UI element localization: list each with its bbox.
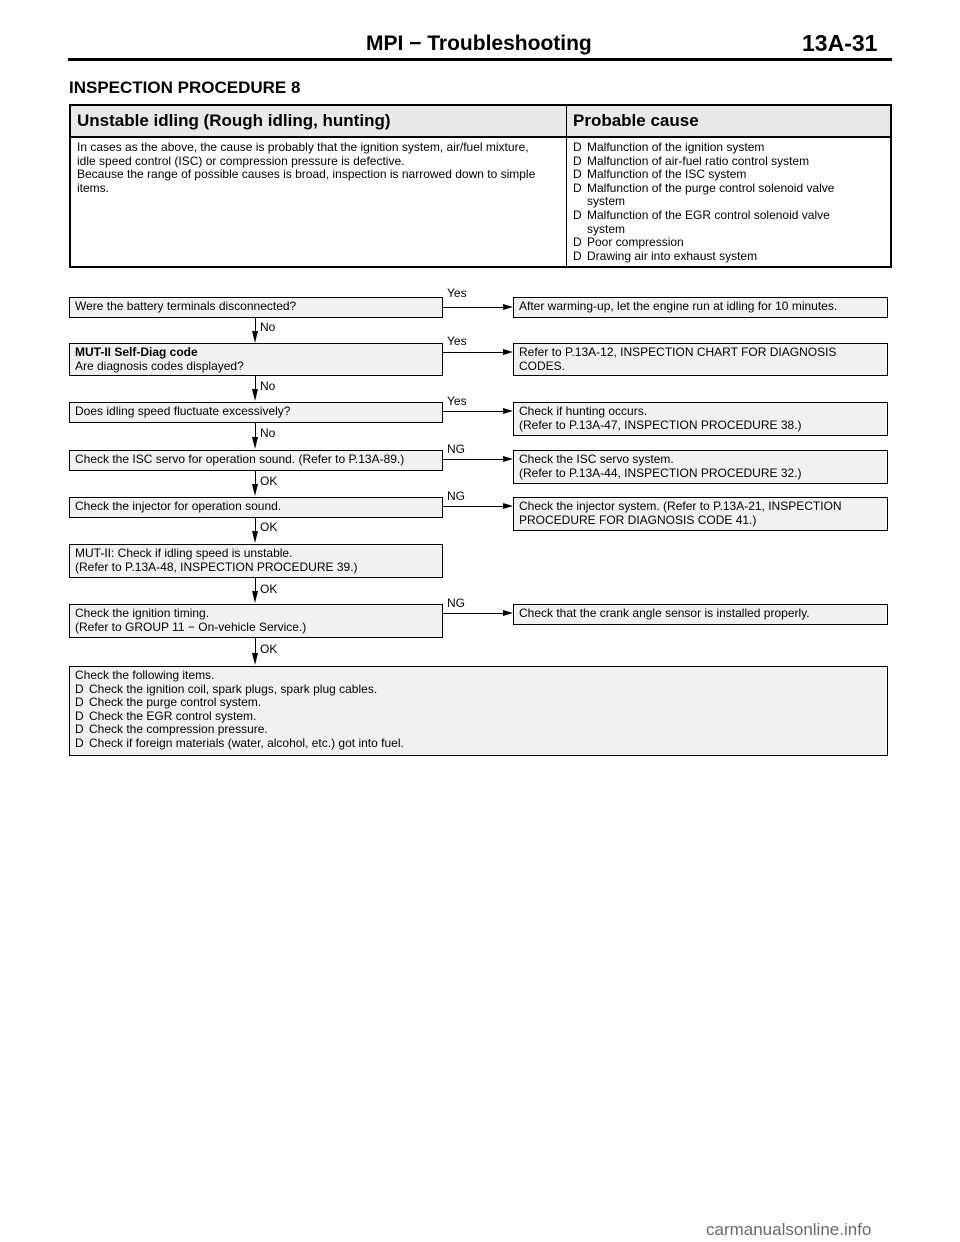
arrow-right-icon — [503, 408, 513, 414]
connector-yes-2 — [443, 352, 505, 353]
cause-item: D Malfunction of the purge control solenoid valve system — [573, 180, 835, 209]
cause-item: D Drawing air into exhaust system — [573, 248, 758, 263]
description-line: idle speed control (ISC) or compression pressure is defective. — [77, 153, 405, 168]
branch-label-yes: Yes — [447, 286, 467, 300]
final-item: D Check if foreign materials (water, alcohol, etc.) got into fuel. — [75, 735, 404, 750]
branch-label-no: No — [260, 426, 276, 440]
action-warm-up-idle: After warming-up, let the engine run at idling for 10 minutes. — [513, 297, 888, 318]
step-idle-fluctuate-question: Does idling speed fluctuate excessively? — [69, 402, 443, 423]
connector-ng-2 — [443, 506, 505, 507]
branch-label-yes: Yes — [447, 334, 467, 348]
cause-item: D Poor compression — [573, 235, 684, 250]
action-injector-system: Check the injector system. (Refer to P.13A-21, INSPECTION PROCEDURE FOR DIAGNOSIS CODE 41.) — [513, 497, 888, 531]
final-item: D Check the compression pressure. — [75, 722, 268, 737]
action-isc-servo-system: Check the ISC servo system. (Refer to P.13A-44, INSPECTION PROCEDURE 32.) — [513, 450, 888, 484]
step-mut-idle-check: MUT-II: Check if idling speed is unstable. (Refer to P.13A-48, INSPECTION PROCEDURE 39.) — [69, 544, 443, 578]
arrow-right-icon — [503, 304, 513, 310]
arrow-right-icon — [503, 503, 513, 509]
step-final-checks — [69, 666, 888, 756]
final-item: D Check the purge control system. — [75, 695, 262, 710]
arrow-down-icon — [252, 331, 258, 343]
connector-yes-1 — [443, 307, 505, 308]
arrow-down-icon — [252, 484, 258, 496]
branch-label-yes: Yes — [447, 394, 467, 408]
cause-item: D Malfunction of the ISC system — [573, 167, 747, 182]
connector-yes-3 — [443, 411, 505, 412]
branch-label-ok: OK — [260, 520, 278, 534]
page-number: 13A-31 — [802, 30, 878, 56]
cause-item: D Malfunction of air-fuel ratio control system — [573, 153, 810, 168]
branch-label-no: No — [260, 379, 276, 393]
step-isc-servo-check: Check the ISC servo for operation sound. (Refer to P.13A-89.) — [69, 450, 443, 471]
final-item: D Check the ignition coil, spark plugs, spark plug cables. — [75, 681, 378, 696]
header-rule — [68, 58, 892, 61]
arrow-down-icon — [252, 389, 258, 401]
branch-label-ng: NG — [447, 442, 465, 456]
action-diag-chart-ref: Refer to P.13A-12, INSPECTION CHART FOR DIAGNOSIS CODES. — [513, 343, 888, 376]
step-injector-check: Check the injector for operation sound. — [69, 497, 443, 518]
arrow-right-icon — [503, 349, 513, 355]
cause-item: D Malfunction of the ignition system — [573, 140, 765, 154]
arrow-down-icon — [252, 437, 258, 449]
diag-code-text: Are diagnosis codes displayed? — [75, 358, 244, 373]
diag-code-title: MUT-II Self-Diag code — [75, 345, 198, 359]
probable-cause-header: Probable cause — [567, 105, 892, 137]
section-title: INSPECTION PROCEDURE 8 — [69, 78, 301, 97]
arrow-down-icon — [252, 591, 258, 603]
final-title: Check the following items. — [75, 668, 215, 682]
connector-ng-3 — [443, 613, 505, 614]
branch-label-ok: OK — [260, 474, 278, 488]
branch-label-ng: NG — [447, 489, 465, 503]
cause-item: D Malfunction of the EGR control solenoid valve system — [573, 207, 830, 236]
arrow-down-icon — [252, 531, 258, 543]
action-hunting-check: Check if hunting occurs. (Refer to P.13A-47, INSPECTION PROCEDURE 38.) — [513, 402, 888, 436]
symptom-table — [69, 104, 892, 268]
description-line: In cases as the above, the cause is probably that the ignition system, air/fuel mixture, — [77, 140, 529, 154]
symptom-header: Unstable idling (Rough idling, hunting) — [70, 105, 567, 137]
probable-cause-list — [567, 137, 892, 267]
arrow-right-icon — [503, 456, 513, 462]
step-ignition-timing-check: Check the ignition timing. (Refer to GROUP 11 − On-vehicle Service.) — [69, 604, 443, 638]
connector-ok-4 — [255, 638, 256, 654]
description-line: Because the range of possible causes is broad, inspection is narrowed down to simple — [77, 167, 536, 182]
branch-label-ok: OK — [260, 642, 278, 656]
step-battery-question: Were the battery terminals disconnected? — [69, 297, 443, 318]
branch-label-no: No — [260, 320, 276, 334]
action-crank-sensor: Check that the crank angle sensor is installed properly. — [513, 604, 888, 625]
symptom-description — [70, 137, 567, 267]
header-title: MPI − Troubleshooting — [366, 32, 592, 55]
arrow-down-icon — [252, 653, 258, 665]
branch-label-ng: NG — [447, 596, 465, 610]
step-diag-code-question — [69, 343, 443, 376]
description-line: items. — [77, 180, 110, 195]
branch-label-ok: OK — [260, 582, 278, 596]
watermark-text: carmanualsonline.info — [706, 1220, 872, 1239]
final-item: D Check the EGR control system. — [75, 708, 257, 723]
connector-ng-1 — [443, 459, 505, 460]
arrow-right-icon — [503, 610, 513, 616]
